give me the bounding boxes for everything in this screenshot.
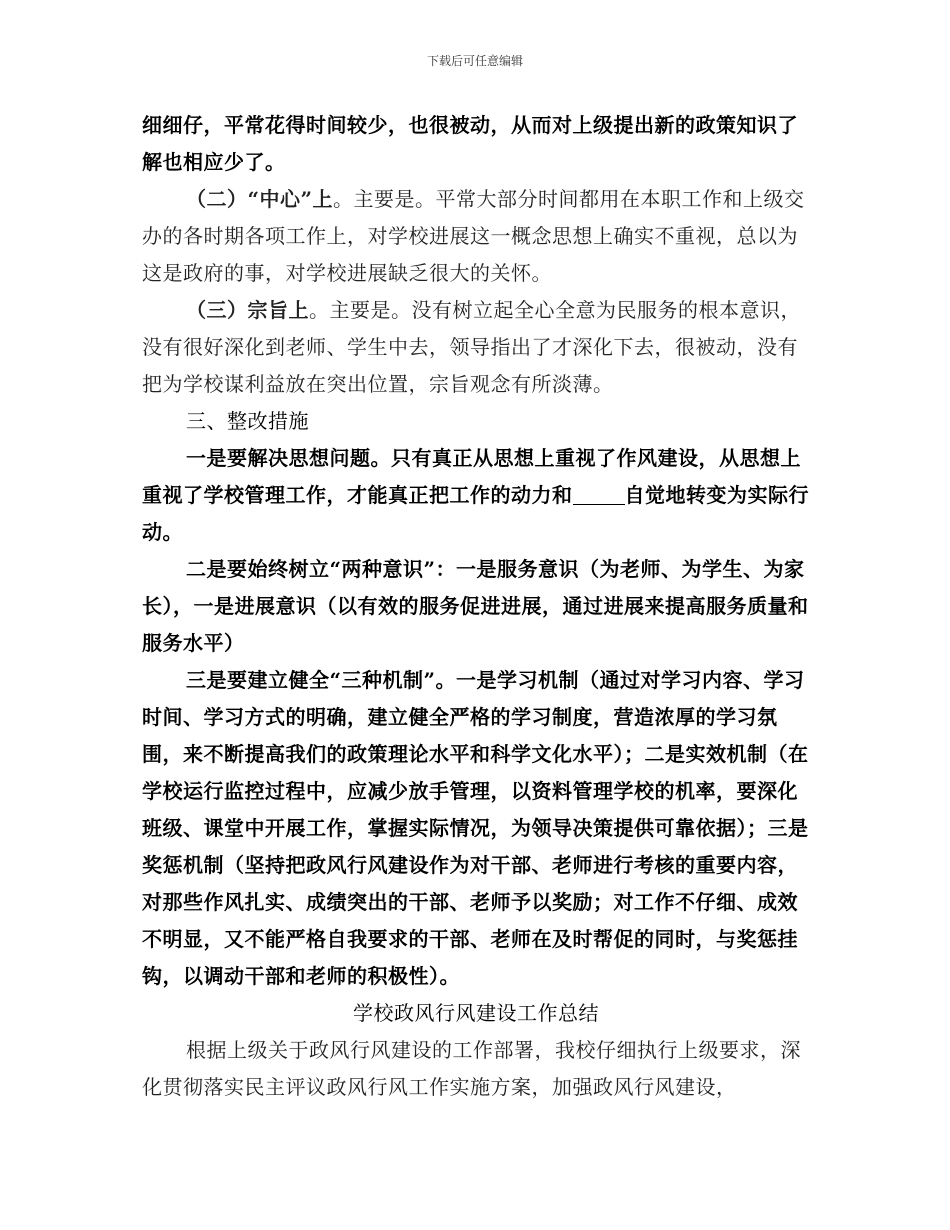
document-body [142, 107, 810, 1106]
document-title: 学校政风行风建设工作总结 [353, 1001, 599, 1025]
paragraph-3 [142, 292, 810, 403]
paragraph-2-heading: （二）“中心”上 [186, 187, 334, 211]
fill-in-blank [573, 484, 625, 505]
paragraph-7: 三是要建立健全“三种机制”。一是学习机制（通过对学习内容、学习时间、学习方式的明确，建立健全严格的学习制度，营造浓厚的学习氛围，来不断提高我们的政策理论水平和科学文化水平）；二是实效机制（在学校运行监控过程中，应减少放手管理，以资料管理学校的机率，要深化班级、课堂中开展工作，掌握实际情况，为领导决策提供可靠依据）；三是奖惩机制（坚持把政风行风建设作为对干部、老师进行考核的重要内容，对那些作风扎实、成绩突出的干部、老师予以奖励；对工作不仔细、成效不明显，又不能严格自我要求的干部、老师在及时帮促的同时，与奖惩挂钩，以调动干部和老师的积极性）。 [142, 668, 809, 988]
paragraph-5-before-blank: 一是要解决思想问题。只有真正从思想上重视了作风建设，从思想上重视了学校管理工作，才能真正把工作的动力和 [142, 446, 801, 507]
paragraph-6: 二是要始终树立“两种意识”：一是服务意识（为老师、为学生、为家长），一是进展意识（以有效的服务促进进展，通过进展来提高服务质量和服务水平） [142, 557, 809, 655]
paragraph-3-body: 。主要是。没有树立起全心全意为民服务的根本意识，没有很好深化到老师、学生中去，领导指出了才深化下去，很被动，没有把为学校谋利益放在突出位置，宗旨观念有所淡薄。 [142, 298, 801, 396]
paragraph-2 [142, 181, 810, 292]
paragraph-5-after-blank: 自觉地转变为实际行动。 [142, 483, 809, 544]
paragraph-8: 根据上级关于政风行风建设的工作部署，我校仔细执行上级要求，深化贯彻落实民主评议政风行风工作实施方案，加强政风行风建设， [142, 1038, 801, 1099]
paragraph-2-body: 。主要是。平常大部分时间都用在本职工作和上级交办的各时期各项工作上，对学校进展这一概念思想上确实不重视，总以为这是政府的事，对学校进展缺乏很大的关怀。 [142, 187, 805, 285]
paragraph-3-heading: （三）宗旨上 [186, 298, 309, 322]
paragraph-5 [142, 440, 810, 551]
section-heading: 三、整改措施 [186, 409, 309, 433]
page-header: 下载后可任意编辑 [426, 54, 523, 68]
paragraph-1: 细细仔，平常花得时间较少，也很被动，从而对上级提出新的政策知识了解也相应少了。 [142, 113, 798, 174]
